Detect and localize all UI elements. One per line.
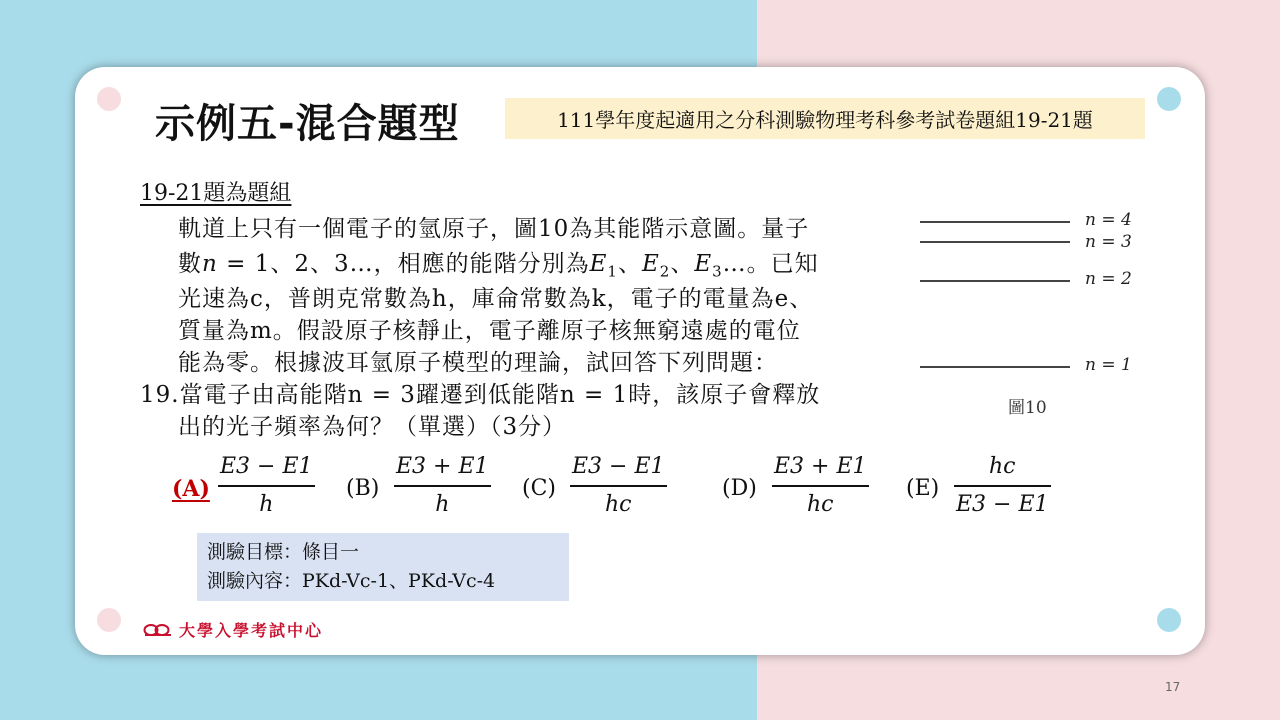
option-b-fraction	[394, 452, 491, 520]
option-c-label[interactable]: (C)	[522, 476, 556, 501]
energy-label-n1: n = 1	[1085, 355, 1132, 375]
option-b-denominator: h	[435, 491, 450, 517]
option-c-denominator: hc	[605, 491, 632, 517]
option-c-numerator: E3 − E1	[572, 454, 665, 479]
energy-level-n4	[920, 221, 1070, 223]
option-c-fraction	[570, 452, 667, 520]
option-d-fraction	[772, 452, 869, 520]
option-d-numerator: E3 + E1	[774, 454, 867, 479]
ceec-logo-text: 大學入學考試中心	[179, 621, 324, 640]
energy-label-n2: n = 2	[1085, 269, 1132, 289]
fraction-bar	[570, 485, 667, 487]
option-e-label[interactable]: (E)	[906, 476, 940, 501]
option-a-label[interactable]: (A)	[172, 476, 210, 502]
energy-level-diagram	[915, 205, 1145, 418]
energy-level-n1	[920, 366, 1070, 368]
option-a-numerator: E3 − E1	[220, 454, 313, 479]
option-d-label[interactable]: (D)	[722, 476, 757, 501]
slide-title: 示例五-混合題型	[155, 101, 460, 147]
stem-line-2: 數n = 1、2、3…，相應的能階分別為$E_1$、$E_2$、$E_3\dots$。已知	[178, 251, 819, 281]
source-note: 111學年度起適用之分科測驗物理考科參考試卷題組19-21題	[505, 98, 1145, 139]
test-info-box	[197, 533, 569, 601]
question-group-label: 19-21題為題組	[140, 181, 292, 206]
ceec-logo-icon	[143, 622, 173, 638]
ceec-logo	[143, 618, 323, 641]
figure-caption: 圖10	[1008, 398, 1047, 418]
fraction-bar	[954, 485, 1051, 487]
stem-line-3: 光速為c，普朗克常數為h，庫侖常數為k，電子的電量為e、	[178, 286, 814, 312]
option-a-fraction	[218, 452, 315, 520]
energy-level-n3	[920, 241, 1070, 243]
option-e-denominator: E3 − E1	[956, 491, 1049, 517]
stem-line-1: 軌道上只有一個電子的氫原子，圖10為其能階示意圖。量子	[178, 216, 810, 242]
fraction-bar	[394, 485, 491, 487]
fraction-bar	[772, 485, 869, 487]
decor-dot-bottom-left	[97, 608, 121, 632]
option-e-numerator: hc	[989, 454, 1016, 479]
energy-level-n2	[920, 280, 1070, 282]
option-b-numerator: E3 + E1	[396, 454, 489, 479]
test-objective: 測驗目標：條目一	[207, 541, 360, 563]
decor-dot-top-left	[97, 87, 121, 111]
fraction-bar	[218, 485, 315, 487]
option-b-label[interactable]: (B)	[346, 476, 380, 501]
decor-dot-top-right	[1157, 87, 1181, 111]
option-a-denominator: h	[259, 491, 274, 517]
stem-line-4: 質量為m。假設原子核靜止，電子離原子核無窮遠處的電位	[178, 318, 801, 344]
stem-line-5: 能為零。根據波耳氫原子模型的理論，試回答下列問題：	[178, 350, 778, 376]
test-content: 測驗內容：PKd-Vc-1、PKd-Vc-4	[207, 570, 496, 592]
decor-dot-bottom-right	[1157, 608, 1181, 632]
energy-label-n4: n = 4	[1085, 210, 1132, 230]
question-19-line-2: 出的光子頻率為何？（單選）（3分）	[178, 414, 567, 440]
page-number: 17	[1165, 680, 1181, 694]
energy-label-n3: n = 3	[1085, 232, 1132, 252]
option-d-denominator: hc	[807, 491, 834, 517]
question-19-line-1: 19.當電子由高能階n = 3躍遷到低能階n = 1時，該原子會釋放	[140, 382, 821, 408]
option-e-fraction	[954, 452, 1051, 520]
